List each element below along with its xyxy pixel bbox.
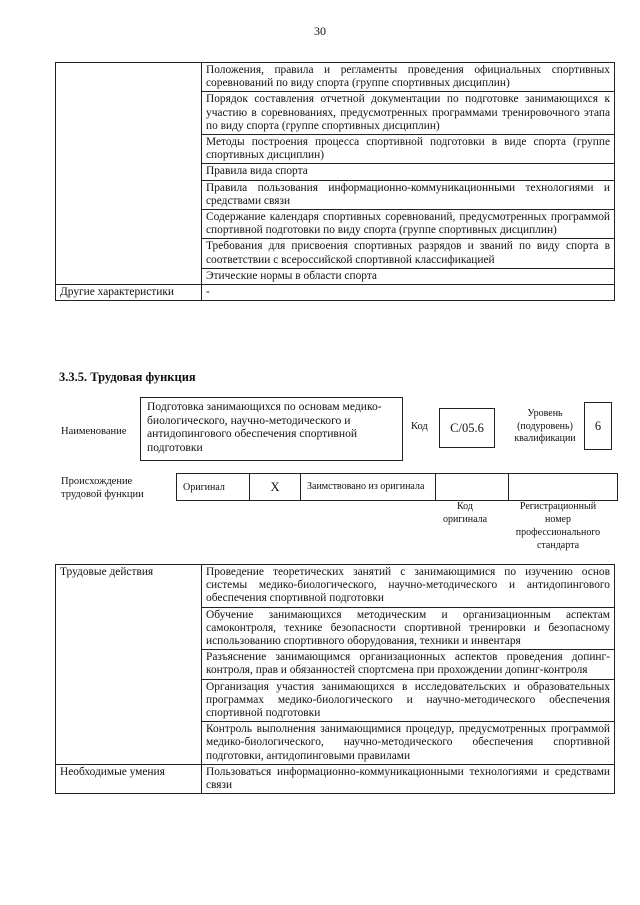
labor-action-item: Разъяснение занимающимся организационных аспектов проведения допинг-контроля, прав и обязанностей спортсмена при прохождении допинг-контроля [202, 650, 615, 679]
page-number: 30 [314, 24, 326, 38]
code-label: Код [411, 421, 428, 432]
knowledge-item: Этические нормы в области спорта [202, 268, 615, 284]
registration-number-cell [509, 474, 618, 501]
knowledge-label-cell [56, 63, 202, 285]
original-mark: X [250, 474, 301, 501]
qualification-level-label: Уровень (подуровень) квалификации [514, 408, 576, 444]
qualification-level-box: 6 [584, 402, 612, 450]
knowledge-item: Правила пользования информационно-коммуникационными технологиями и средствами связи [202, 180, 615, 209]
labor-actions-label: Трудовые действия [56, 565, 202, 765]
labor-action-item: Контроль выполнения занимающимися процедур, предусмотренных программой медико-биологического, научно-методического обеспечения спортивной подготовки, антидопинговыми правилами [202, 722, 615, 765]
required-skill-item: Пользоваться информационно-коммуникационными технологиями и средствами связи [202, 764, 615, 793]
knowledge-item: Методы построения процесса спортивной подготовки в виде спорта (группе спортивных дисциплин) [202, 135, 615, 164]
knowledge-item: Правила вида спорта [202, 164, 615, 180]
section-heading: 3.3.5. Трудовая функция [59, 370, 196, 384]
actions-table [55, 564, 615, 794]
function-name-box: Подготовка занимающихся по основам медико-биологического, научно-методического и антидопингового обеспечения спортивной подготовки [140, 397, 403, 461]
original-code-label: Код оригинала [442, 501, 488, 525]
original-code-cell [436, 474, 509, 501]
registration-number-label: Регистрационный номер профессионального стандарта [515, 501, 601, 551]
labor-action-item: Организация участия занимающихся в исследовательских и образовательных программах медико-биологического и научно-методического обеспечения спортивной подготовки [202, 679, 615, 722]
other-characteristics-label: Другие характеристики [56, 285, 202, 301]
borrowed-label: Заимствовано из оригинала [301, 474, 436, 501]
original-label: Оригинал [177, 474, 250, 501]
labor-action-item: Обучение занимающихся методическим и организационным аспектам самоконтроля, технике безопасности спортивной тренировки и безопасному использованию спортивного оборудования, техники и инвентаря [202, 607, 615, 650]
required-skills-label: Необходимые умения [56, 764, 202, 793]
origin-label-text: Происхождение трудовой функции [61, 476, 144, 500]
other-characteristics-value: - [202, 285, 615, 301]
function-code-box: C/05.6 [439, 408, 495, 448]
knowledge-item: Содержание календаря спортивных соревнований, предусмотренных программой спортивной подготовки по виду спорта (группе спортивных дисциплин) [202, 210, 615, 239]
labor-action-item: Проведение теоретических занятий с занимающимися по изучению основ системы медико-биологического, научно-методического и антидопингового обеспечения спортивной подготовки [202, 565, 615, 608]
knowledge-table [55, 62, 615, 301]
name-label: Наименование [61, 426, 127, 437]
knowledge-item: Требования для присвоения спортивных разрядов и званий по виду спорта в соответствии с всероссийской спортивной классификацией [202, 239, 615, 268]
origin-label [61, 475, 166, 501]
knowledge-item: Порядок составления отчетной документации по подготовке занимающихся к участию в соревнованиях, предусмотренных программами тренировочного этапа по виду спорта (группе спортивных дисциплин) [202, 92, 615, 135]
origin-table [176, 473, 618, 501]
knowledge-item: Положения, правила и регламенты проведения официальных спортивных соревнований по виду спорта (группе спортивных дисциплин) [202, 63, 615, 92]
